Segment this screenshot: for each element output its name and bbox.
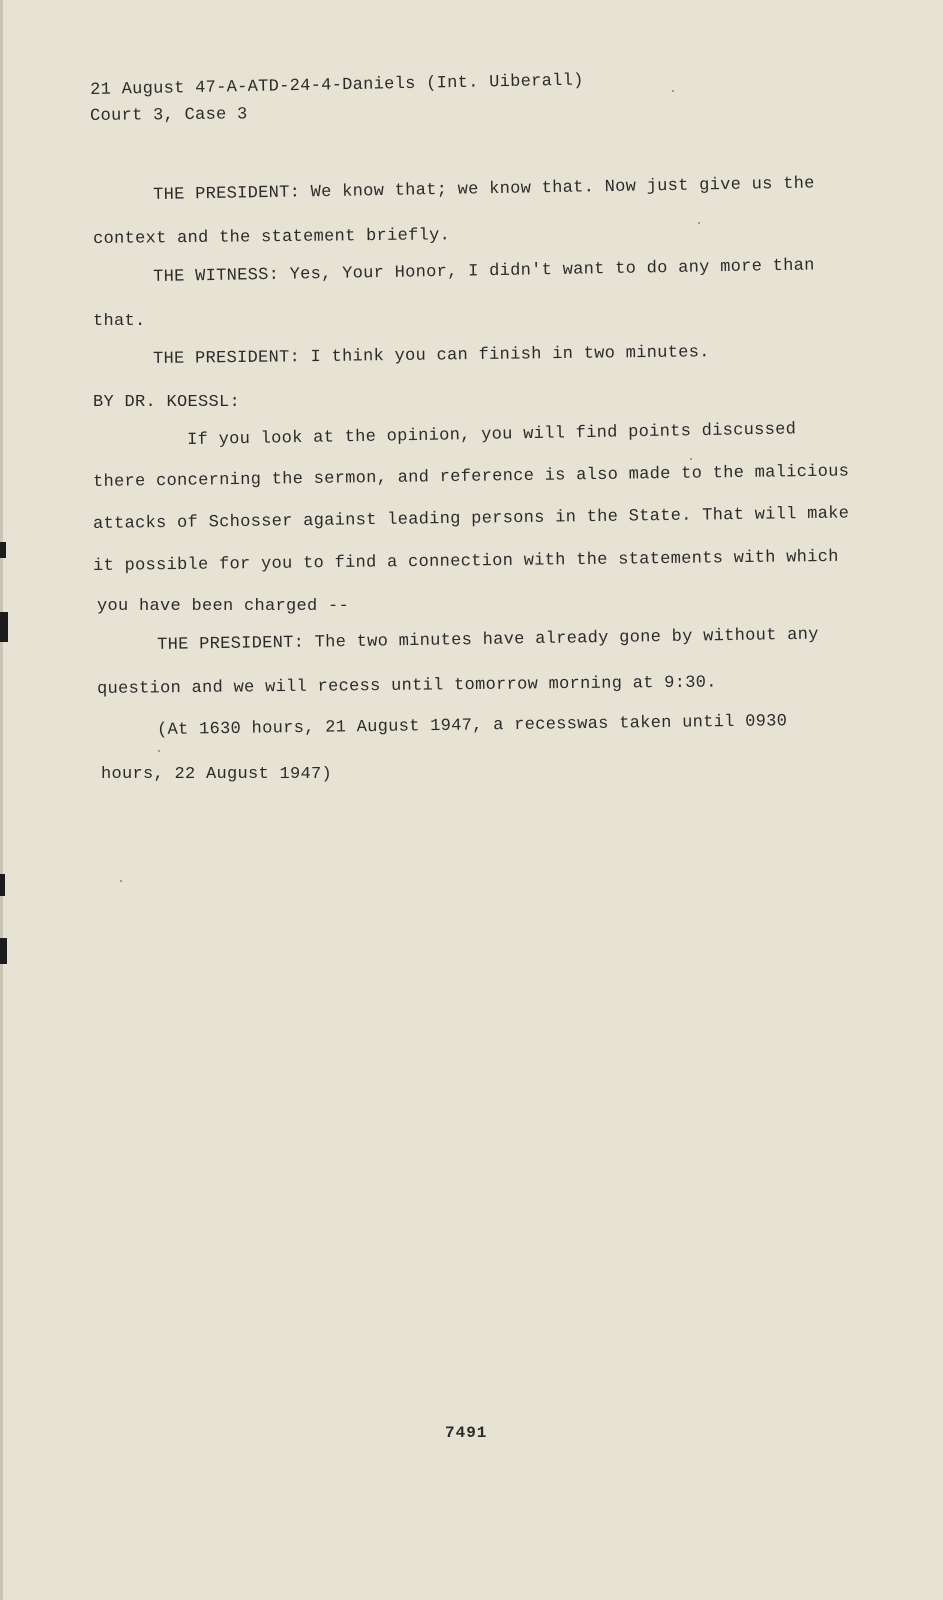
transcript-line: THE WITNESS: Yes, Your Honor, I didn't want to do any more than	[153, 256, 815, 287]
transcript-line: question and we will recess until tomorrow morning at 9:30.	[97, 673, 717, 699]
transcript-line: If you look at the opinion, you will find points discussed	[187, 420, 797, 450]
transcript-line: it possible for you to find a connection with the statements with which	[93, 547, 839, 576]
transcript-line: THE PRESIDENT: I think you can finish in two minutes.	[153, 343, 710, 369]
paper-speck	[690, 458, 692, 460]
transcript-line: attacks of Schosser against leading persons in the State. That will make	[93, 504, 850, 534]
transcript-line: context and the statement briefly.	[93, 226, 451, 249]
transcript-line: that.	[93, 312, 146, 331]
binding-mark	[0, 542, 6, 558]
transcript-line: hours, 22 August 1947)	[101, 765, 333, 784]
transcript-line: BY DR. KOESSL:	[93, 393, 241, 412]
transcript-line: (At 1630 hours, 21 August 1947, a recesswas taken until 0930	[157, 712, 788, 740]
paper-speck	[698, 222, 700, 224]
transcript-line: THE PRESIDENT: The two minutes have already gone by without any	[157, 625, 819, 655]
transcript-line: you have been charged --	[97, 597, 350, 616]
paper-speck	[672, 90, 674, 92]
page-edge	[0, 0, 3, 1600]
paper-speck	[158, 750, 160, 752]
transcript-line: there concerning the sermon, and reference is also made to the malicious	[93, 462, 850, 492]
header-line: 21 August 47-A-ATD-24-4-Daniels (Int. Uiberall)	[90, 71, 584, 100]
transcript-line: THE PRESIDENT: We know that; we know that. Now just give us the	[153, 174, 815, 205]
binding-mark	[0, 938, 7, 964]
header-line: Court 3, Case 3	[90, 105, 248, 126]
paper-speck	[120, 880, 122, 882]
page-number: 7491	[445, 1424, 488, 1442]
binding-mark	[0, 874, 5, 896]
binding-mark	[0, 612, 8, 642]
